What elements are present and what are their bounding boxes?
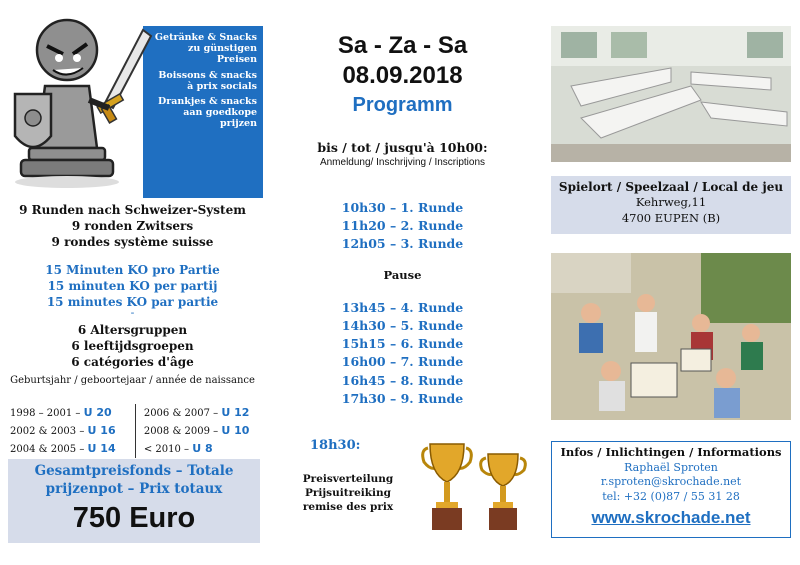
age-category: U 10 <box>221 424 250 437</box>
prize-fund-amount: 750 Euro <box>72 502 196 535</box>
time-control-info <box>0 262 265 311</box>
hero-area <box>5 8 260 196</box>
award-de: Preisverteilung <box>302 473 394 485</box>
age-row <box>10 404 260 422</box>
award-ceremony <box>278 472 418 515</box>
age-years: 2002 & 2003 – <box>10 426 85 437</box>
age-category: U 16 <box>87 424 116 437</box>
venue-street: Kehrweg,11 <box>635 195 707 210</box>
website-link[interactable]: www.skrochade.net <box>591 508 751 528</box>
round-item: 14h30 – 5. Runde <box>341 318 464 334</box>
pause-label: Pause <box>383 268 422 282</box>
age-years: 2004 & 2005 – <box>10 444 85 455</box>
trophy-cups-icon <box>420 440 532 536</box>
venue-hall-photo <box>551 26 791 162</box>
contact-phone: tel: +32 (0)87 / 55 31 28 <box>602 490 740 504</box>
round-item: 17h30 – 9. Runde <box>341 390 464 406</box>
system-de: 9 Runden nach Schweizer-System <box>19 203 246 217</box>
contact-email[interactable]: r.sproten@skrochade.net <box>600 475 742 489</box>
system-nl: 9 ronden Zwitsers <box>71 219 194 234</box>
age-years: 2008 & 2009 – <box>143 426 219 437</box>
age-category: U 20 <box>83 406 112 419</box>
round-item: 16h00 – 7. Runde <box>341 354 464 370</box>
round-item: 13h45 – 4. Runde <box>341 300 464 315</box>
age-groups-de: 6 Altersgruppen <box>77 323 188 337</box>
contact-name: Raphaël Sproten <box>624 460 718 474</box>
chess-pawn-knight-mascot-icon <box>5 8 155 194</box>
venue-city: 4700 EUPEN (B) <box>621 210 721 225</box>
rounds-afternoon <box>270 299 535 408</box>
round-item: 16h45 – 8. Runde <box>341 372 464 388</box>
prize-fund-line2: prijzenpot – Prix totaux <box>45 480 223 497</box>
snacks-nl: Drankjes & snacks aan goedkope prijzen <box>157 96 257 130</box>
round-item: 11h20 – 2. Runde <box>341 218 464 234</box>
registration-label: Anmeldung/ Inschrijving / Inscriptions <box>319 157 486 168</box>
prize-fund-heading <box>8 459 260 498</box>
award-nl: Prijsuitreiking <box>304 487 392 500</box>
registration-deadline: bis / tot / jusqu'à 10h00: <box>317 140 488 155</box>
right-column <box>540 0 800 565</box>
age-category-table <box>10 404 260 458</box>
age-groups-fr: 6 catégories d'âge <box>71 355 194 370</box>
age-years: 1998 – 2001 – <box>10 408 81 419</box>
event-date: 08.09.2018 <box>342 62 463 89</box>
round-item: 12h05 – 3. Runde <box>341 236 464 252</box>
venue-box <box>551 176 791 234</box>
birth-year-label: Geburtsjahr / geboortejaar / année de naissance <box>10 375 255 386</box>
program-title: Programm <box>352 94 453 116</box>
left-column <box>0 0 265 565</box>
system-fr: 9 rondes système suisse <box>51 235 214 250</box>
rounds-morning <box>270 199 535 253</box>
age-category: U 12 <box>221 406 250 419</box>
snacks-fr: Boissons & snacks à prix socials <box>158 69 257 92</box>
age-years: 2006 & 2007 – <box>143 408 219 419</box>
age-years: < 2010 – <box>143 444 190 455</box>
players-photo <box>551 253 791 420</box>
prize-fund-box <box>8 459 260 543</box>
system-info <box>0 202 265 251</box>
award-time: 18h30: <box>310 438 361 453</box>
contact-box <box>551 441 791 538</box>
contact-heading: Infos / Inlichtingen / Informations <box>560 445 782 459</box>
hall-photo-image <box>551 26 791 162</box>
age-row <box>10 440 260 458</box>
age-category: U 14 <box>87 442 116 455</box>
age-category: U 8 <box>192 442 213 455</box>
prize-fund-line1: Gesamtpreisfonds – Totale <box>34 463 234 479</box>
snacks-box <box>143 26 263 198</box>
separator-dash: - <box>130 306 135 319</box>
players-photo-image <box>551 253 791 420</box>
round-item: 10h30 – 1. Runde <box>341 200 464 215</box>
time-control-de: 15 Minuten KO pro Partie <box>45 263 220 277</box>
venue-heading: Spielort / Speelzaal / Local de jeu <box>558 180 784 194</box>
event-days: Sa - Za - Sa <box>337 32 468 59</box>
award-fr: remise des prix <box>302 501 394 514</box>
age-row <box>10 422 260 440</box>
round-item: 15h15 – 6. Runde <box>341 336 464 352</box>
time-control-nl: 15 minuten KO per partij <box>47 279 218 294</box>
snacks-de: Getränke & Snacks zu günstigen Preisen <box>154 32 257 66</box>
age-groups-nl: 6 leeftijdsgroepen <box>71 339 194 354</box>
time-control-fr: 15 minutes KO par partie <box>46 295 219 310</box>
middle-column <box>270 0 535 565</box>
age-groups-info <box>0 322 265 371</box>
